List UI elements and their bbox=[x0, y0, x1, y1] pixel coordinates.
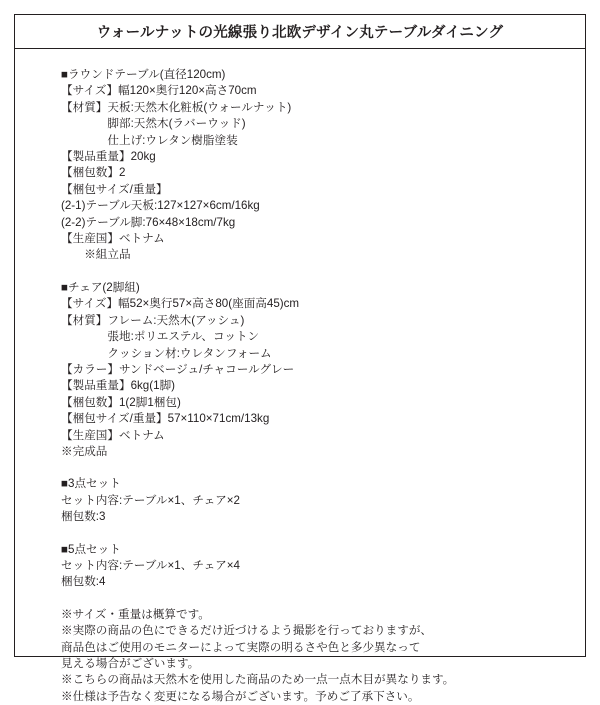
spec-line: 【サイズ】幅52×奥行57×高さ80(座面高45)cm bbox=[61, 297, 300, 311]
spec-line: 梱包数:3 bbox=[61, 510, 106, 524]
section-divider bbox=[61, 591, 585, 607]
note-line: 見える場合がございます。 bbox=[61, 657, 200, 670]
spec-line: ※完成品 bbox=[61, 444, 108, 458]
spec-line: 【梱包サイズ/重量】 bbox=[61, 182, 168, 196]
spec-line: 【製品重量】20kg bbox=[61, 150, 156, 164]
spec-line: 【材質】天板:天然木化粧板(ウォールナット) bbox=[61, 100, 292, 114]
spec-line: 【梱包サイズ/重量】57×110×71cm/13kg bbox=[61, 412, 270, 426]
spec-line: 【製品重量】6kg(1脚) bbox=[61, 379, 176, 393]
spec-body bbox=[15, 49, 585, 705]
spec-line: 【梱包数】1(2脚1梱包) bbox=[61, 395, 181, 409]
note-line: ※仕様は予告なく変更になる場合がございます。予めご了承下さい。 bbox=[61, 689, 420, 703]
note-line: ※実際の商品の色にできるだけ近づけるよう撮影を行っておりますが、 bbox=[61, 624, 433, 638]
spec-line: 【梱包数】2 bbox=[61, 166, 126, 180]
spec-line: 梱包数:4 bbox=[61, 575, 106, 589]
title-bar bbox=[15, 15, 585, 49]
spec-frame bbox=[14, 14, 586, 703]
spec-line: 張地:ポリエステル、コットン bbox=[61, 330, 260, 344]
page-title: ウォールナットの光線張り北欧デザイン丸テーブルダイニング bbox=[96, 25, 504, 41]
spec-line: ■5点セット bbox=[61, 542, 121, 556]
spec-line: 【材質】フレーム:天然木(アッシュ) bbox=[61, 313, 245, 327]
note-line: 商品色はご使用のモニターによって実際の明るさや色と多少異なって bbox=[61, 640, 421, 654]
spec-line: 【生産国】ベトナム bbox=[61, 428, 165, 442]
section-divider bbox=[61, 460, 585, 476]
section-divider bbox=[61, 264, 585, 280]
spec-line: 【サイズ】幅120×奥行120×高さ70cm bbox=[61, 84, 257, 98]
spec-line: 【生産国】ベトナム bbox=[61, 232, 165, 246]
section-set-5 bbox=[61, 542, 585, 591]
spec-line: ■ラウンドテーブル(直径120cm) bbox=[61, 68, 226, 81]
spec-line: セット内容:テーブル×1、チェア×2 bbox=[61, 493, 240, 507]
spec-line: ■3点セット bbox=[61, 477, 121, 491]
section-chair bbox=[61, 280, 585, 460]
spec-line: 【カラー】サンドベージュ/チャコールグレー bbox=[61, 362, 295, 376]
spec-line: セット内容:テーブル×1、チェア×4 bbox=[61, 558, 240, 572]
section-divider bbox=[61, 526, 585, 542]
section-set-3 bbox=[61, 476, 585, 525]
note-line: ※こちらの商品は天然木を使用した商品のため一点一点木目が異なります。 bbox=[61, 673, 455, 687]
spec-line: (2-2)テーブル脚:76×48×18cm/7kg bbox=[61, 215, 236, 229]
spec-line: クッション材:ウレタンフォーム bbox=[61, 346, 272, 360]
spec-line: 脚部:天然木(ラバーウッド) bbox=[61, 117, 246, 131]
spec-line: (2-1)テーブル天板:127×127×6cm/16kg bbox=[61, 199, 260, 213]
section-round-table bbox=[61, 67, 585, 264]
spec-line: 仕上げ:ウレタン樹脂塗装 bbox=[61, 133, 238, 147]
spec-line: ※組立品 bbox=[61, 248, 131, 262]
section-notes bbox=[61, 607, 585, 705]
spec-line: ■チェア(2脚組) bbox=[61, 280, 140, 294]
note-line: ※サイズ・重量は概算です。 bbox=[61, 607, 210, 621]
